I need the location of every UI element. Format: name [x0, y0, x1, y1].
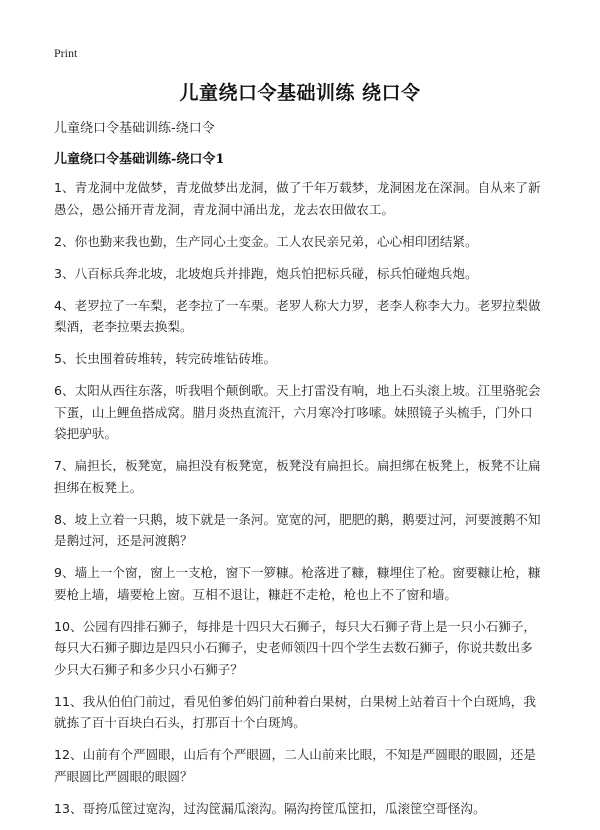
page-title: 儿童绕口令基础训练 绕口令 — [179, 82, 421, 104]
list-item: 10、公园有四排石狮子，每排是十四只大石狮子，每只大石狮子背上是一只小石狮子，每只大石狮子脚边是四只小石狮子，史老师领四十四个学生去数石狮子，你说共数出多少只大石狮子和多少只小石狮子？ — [54, 618, 536, 677]
list-item: 7、扁担长，板凳宽，扁担没有板凳宽，板凳没有扁担长。扁担绑在板凳上，板凳不让扁担绑在板凳上。 — [54, 458, 541, 495]
list-item: 1、青龙洞中龙做梦，青龙做梦出龙洞，做了千年万载梦，龙洞困龙在深洞。自从来了新愚公，愚公捅开青龙洞，青龙洞中涌出龙，龙去农田做农工。 — [54, 180, 541, 217]
print-link[interactable]: Print — [54, 46, 78, 60]
tongue-twister-list — [54, 177, 544, 830]
list-item: 3、八百标兵奔北坡，北坡炮兵并排跑，炮兵怕把标兵碰，标兵怕碰炮兵炮。 — [54, 265, 478, 281]
list-item: 13、哥挎瓜筐过宽沟，过沟筐漏瓜滚沟。隔沟挎筐瓜筐扣，瓜滚筐空哥怪沟。 — [54, 800, 486, 816]
list-item: 5、长虫围着砖堆转，转完砖堆钻砖堆。 — [54, 351, 277, 366]
page-subtitle: 儿童绕口令基础训练-绕口令 — [54, 121, 215, 136]
section-heading: 儿童绕口令基础训练-绕口令1 — [54, 152, 225, 167]
list-item: 12、山前有个严圆眼，山后有个严眼圆，二人山前来比眼，不知是严圆眼的眼圆，还是严眼圆比严圆眼的眼圆？ — [54, 747, 536, 784]
list-item: 4、老罗拉了一车梨，老李拉了一车栗。老罗人称大力罗，老李人称李大力。老罗拉梨做梨酒，老李拉栗去换梨。 — [54, 297, 541, 334]
list-item: 2、你也勤来我也勤，生产同心土变金。工人农民亲兄弟，心心相印团结紧。 — [54, 233, 478, 249]
list-item: 6、太阳从西往东落，听我唱个颠倒歌。天上打雷没有响，地上石头滚上坡。江里骆驼会下蛋，山上鲤鱼搭成窝。腊月炎热直流汗，六月寒冷打哆嗦。妹照镜子头梳手，门外口袋把驴驮。 — [54, 383, 541, 441]
list-item: 9、墙上一个窗，窗上一支枪，窗下一箩糠。枪落进了糠，糠埋住了枪。窗要糠让枪，糠要枪上墙，墙要枪上窗。互相不退让，糠赶不走枪，枪也上不了窗和墙。 — [54, 565, 541, 602]
list-item: 11、我从伯伯门前过，看见伯爹伯妈门前种着白果树，白果树上站着百十个白斑鸠，我就拣了百十百块白石头，打那百十个白斑鸠。 — [54, 693, 536, 730]
list-item: 8、坡上立着一只鹅，坡下就是一条河。宽宽的河，肥肥的鹅，鹅要过河，河要渡鹅不知是鹅过河，还是河渡鹅？ — [54, 511, 541, 548]
